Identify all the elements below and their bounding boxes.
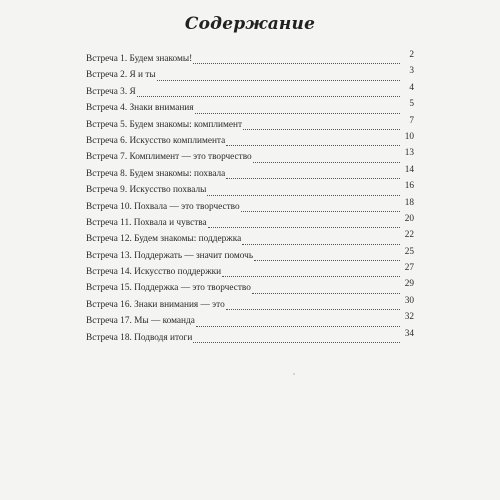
page-title: Содержание	[184, 14, 316, 34]
toc-entry-page-number: 27	[404, 263, 414, 274]
toc-entry-title: Встреча 15. Поддержка — это творчество	[86, 283, 251, 294]
toc-entry-page-number: 16	[404, 181, 414, 192]
toc-entry-page-number: 30	[404, 295, 414, 306]
toc-dot-leader	[195, 101, 400, 114]
toc-entry-title: Встреча 14. Искусство поддержки	[86, 267, 222, 278]
toc-entry-page-number: 18	[404, 197, 414, 208]
toc-entry-page-number: 4	[409, 82, 414, 93]
toc-entry-page-number: 3	[409, 66, 414, 77]
toc-entry	[86, 84, 414, 100]
toc-dot-leader	[207, 183, 400, 196]
toc-entry	[86, 297, 414, 313]
toc-dot-leader	[243, 117, 400, 130]
toc-entry	[86, 100, 414, 116]
toc-entry-title: Встреча 4. Знаки внимания	[86, 103, 194, 114]
toc-dot-leader	[226, 297, 400, 310]
toc-entry	[86, 117, 414, 133]
toc-entry	[86, 231, 414, 247]
toc-entry	[86, 149, 414, 165]
toc-dot-leader	[222, 264, 400, 277]
toc-entry	[86, 199, 414, 215]
toc-entry-page-number: 20	[404, 213, 414, 224]
toc-entry-title: Встреча 11. Похвала и чувства	[86, 217, 207, 228]
toc-entry-title: Встреча 12. Будем знакомы: поддержка	[86, 234, 242, 245]
table-of-contents	[86, 51, 414, 346]
toc-dot-leader	[253, 150, 400, 163]
toc-entry-page-number: 2	[409, 50, 414, 60]
toc-entry	[86, 248, 414, 264]
toc-entry	[86, 166, 414, 182]
toc-entry-title: Встреча 13. Поддержать — значит помочь	[86, 250, 254, 261]
toc-entry-title: Встреча 3. Я	[86, 86, 136, 97]
toc-entry-page-number: 29	[404, 279, 414, 290]
toc-entry-title: Встреча 18. Подводя итоги	[86, 332, 193, 343]
toc-dot-leader	[252, 281, 400, 294]
toc-dot-leader	[226, 133, 400, 146]
toc-entry-page-number: 34	[404, 328, 414, 339]
toc-entry-title: Встреча 10. Похвала — это творчество	[86, 201, 240, 212]
toc-entry-title: Встреча 8. Будем знакомы: похвала	[86, 168, 226, 179]
toc-entry	[86, 133, 414, 149]
toc-entry-page-number: 32	[404, 312, 414, 323]
toc-dot-leader	[241, 199, 400, 212]
toc-entry-page-number: 7	[409, 115, 414, 126]
toc-entry-title: Встреча 7. Комплимент — это творчество	[86, 152, 252, 163]
toc-entry	[86, 182, 414, 198]
toc-entry	[86, 313, 414, 329]
toc-dot-leader	[157, 68, 400, 81]
toc-entry-page-number: 10	[404, 131, 414, 142]
toc-entry-title: Встреча 1. Будем знакомы!	[86, 53, 193, 64]
toc-dot-leader	[193, 330, 400, 343]
toc-dot-leader	[254, 248, 400, 261]
paper-speck	[293, 373, 295, 375]
toc-entry-title: Встреча 9. Искусство похвалы	[86, 185, 207, 196]
toc-entry-page-number: 22	[404, 230, 414, 241]
toc-entry	[86, 215, 414, 231]
toc-entry	[86, 67, 414, 83]
toc-entry-page-number: 14	[404, 164, 414, 175]
toc-entry-title: Встреча 5. Будем знакомы: комплимент	[86, 119, 243, 130]
toc-dot-leader	[208, 215, 400, 228]
toc-entry-title: Встреча 16. Знаки внимания — это	[86, 299, 225, 310]
toc-entry-page-number: 25	[404, 246, 414, 257]
toc-dot-leader	[226, 166, 400, 179]
toc-dot-leader	[196, 314, 400, 327]
toc-entry	[86, 51, 414, 67]
toc-entry	[86, 264, 414, 280]
toc-entry-title: Встреча 6. Искусство комплимента	[86, 135, 226, 146]
toc-dot-leader	[242, 232, 400, 245]
toc-entry-title: Встреча 17. Мы — команда	[86, 316, 195, 327]
toc-dot-leader	[137, 84, 400, 97]
toc-entry-page-number: 13	[404, 148, 414, 159]
toc-entry-title: Встреча 2. Я и ты	[86, 70, 156, 81]
toc-entry-page-number: 5	[409, 99, 414, 110]
toc-entry	[86, 280, 414, 296]
toc-dot-leader	[193, 51, 400, 64]
toc-entry	[86, 330, 414, 346]
